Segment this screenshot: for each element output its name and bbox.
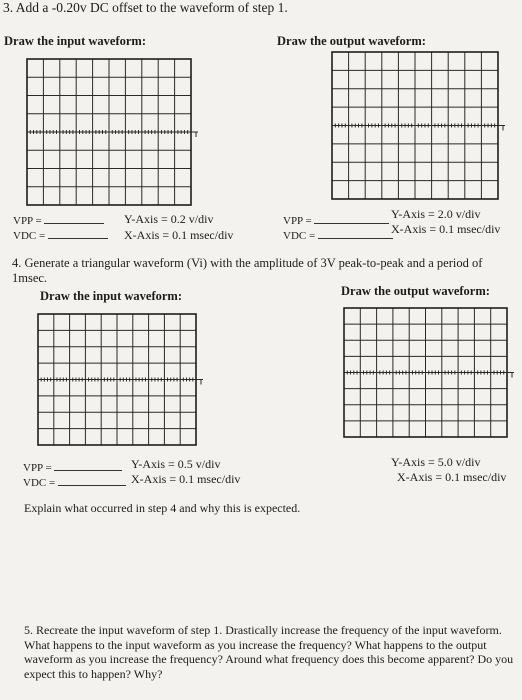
step4-title-line1: 4. Generate a triangular waveform (Vi) with the amplitude of 3V peak-to-peak and a period of bbox=[12, 256, 483, 270]
step4-input-grid bbox=[37, 313, 207, 446]
step4-output-yaxis: Y-Axis = 5.0 v/div bbox=[391, 455, 481, 469]
step3-input-vpp-row bbox=[13, 213, 104, 227]
vdc-answer-line[interactable] bbox=[58, 475, 126, 486]
vdc-answer-line[interactable] bbox=[318, 228, 393, 239]
vpp-label: VPP = bbox=[13, 215, 42, 227]
step4-input-vpp-row bbox=[23, 460, 122, 474]
step4-output-xaxis: X-Axis = 0.1 msec/div bbox=[397, 470, 507, 484]
step3-output-heading: Draw the output waveform: bbox=[277, 34, 426, 48]
vdc-label: VDC = bbox=[283, 230, 316, 242]
step4-output-grid bbox=[343, 307, 518, 438]
vpp-label: VPP = bbox=[283, 215, 312, 227]
step4-input-yaxis: Y-Axis = 0.5 v/div bbox=[131, 457, 221, 471]
step3-input-grid bbox=[26, 58, 202, 206]
step4-input-vdc-row bbox=[23, 475, 126, 489]
step5-text: 5. Recreate the input waveform of step 1. Drastically increase the frequency of the input waveform. What happens to the input waveform as you increase the frequency? What happens to the output waveform as you increase the frequency? Around what frequency does this become apparent? Do you expect this to happen? Why? bbox=[24, 623, 514, 681]
vdc-label: VDC = bbox=[13, 230, 46, 242]
step3-input-yaxis: Y-Axis = 0.2 v/div bbox=[124, 212, 214, 226]
step3-input-vdc-row bbox=[13, 228, 108, 242]
step4-output-heading: Draw the output waveform: bbox=[341, 284, 490, 298]
step4-input-xaxis: X-Axis = 0.1 msec/div bbox=[131, 472, 241, 486]
vpp-label: VPP = bbox=[23, 462, 52, 474]
step4-input-heading: Draw the input waveform: bbox=[40, 289, 182, 303]
step3-output-vpp-row bbox=[283, 213, 389, 227]
vdc-answer-line[interactable] bbox=[48, 228, 108, 239]
step3-input-heading: Draw the input waveform: bbox=[4, 34, 146, 48]
step4-title-line2: 1msec. bbox=[12, 271, 48, 285]
step3-title: 3. Add a -0.20v DC offset to the waveform of step 1. bbox=[3, 0, 288, 15]
step3-output-vdc-row bbox=[283, 228, 393, 242]
step3-output-grid bbox=[331, 51, 509, 200]
vpp-answer-line[interactable] bbox=[314, 213, 389, 224]
step4-explain-prompt: Explain what occurred in step 4 and why this is expected. bbox=[24, 501, 301, 515]
vdc-label: VDC = bbox=[23, 477, 56, 489]
vpp-answer-line[interactable] bbox=[44, 213, 104, 224]
vpp-answer-line[interactable] bbox=[54, 460, 122, 471]
step3-output-yaxis: Y-Axis = 2.0 v/div bbox=[391, 207, 481, 221]
step3-output-xaxis: X-Axis = 0.1 msec/div bbox=[391, 222, 501, 236]
step3-input-xaxis: X-Axis = 0.1 msec/div bbox=[124, 228, 234, 242]
